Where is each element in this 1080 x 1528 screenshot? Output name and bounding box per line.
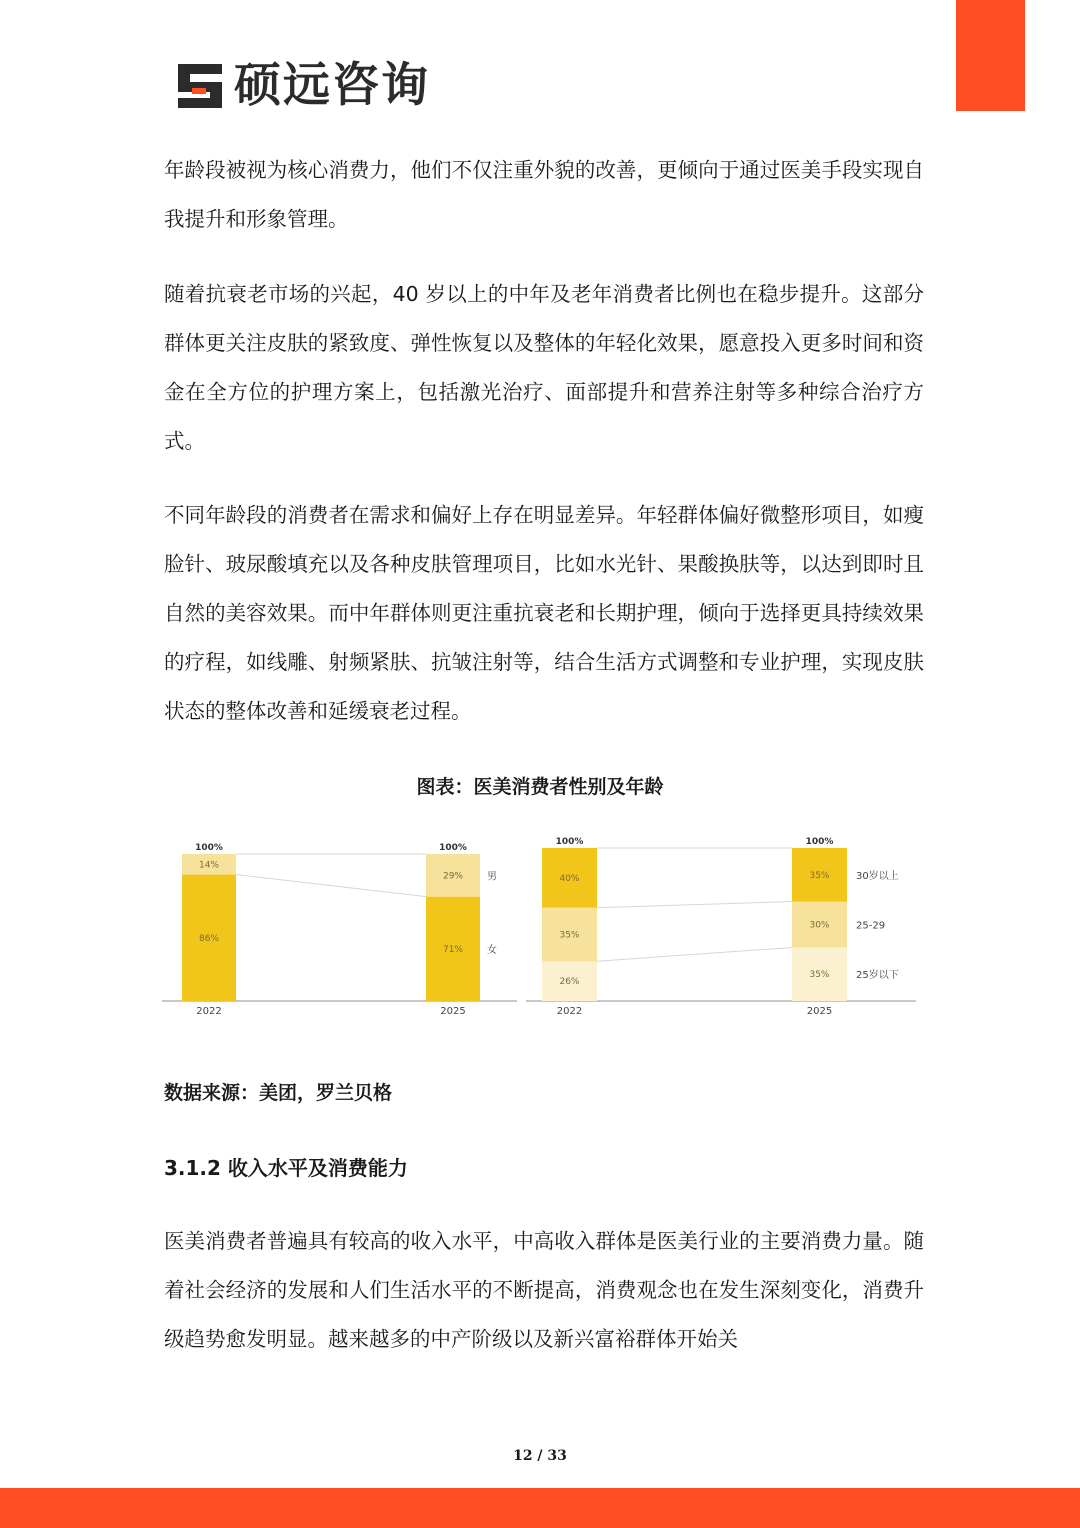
x-tick-label: 2025 xyxy=(806,1006,833,1017)
x-tick-label: 2022 xyxy=(556,1006,583,1017)
data-label: 35% xyxy=(809,870,830,881)
x-tick-label: 2025 xyxy=(440,1006,466,1017)
consulting-logo-icon xyxy=(174,60,226,112)
logo-text: 硕远咨询 xyxy=(234,58,430,113)
paragraph-4: 医美消费者普遍具有较高的收入水平，中高收入群体是医美行业的主要消费力量。随着社会经济的发展和人们生活水平的不断提高，消费观念也在发生深刻变化，消费升级趋势愈发明显。越来越多的中产阶级以及新兴富裕群体开始关 xyxy=(164,1229,924,1351)
data-label: 30% xyxy=(809,920,830,931)
chart-title: 图表：医美消费者性别及年龄 xyxy=(416,776,664,798)
paragraph-3: 不同年龄段的消费者在需求和偏好上存在明显差异。年轻群体偏好微整形项目，如瘦脸针、玻尿酸填充以及各种皮肤管理项目，比如水光针、果酸换肤等，以达到即时且自然的美容效果。而中年群体则更注重抗衰老和长期护理，倾向于选择更具持续效果的疗程，如线雕、射频紧肤、抗皱注射等，结合生活方式调整和专业护理，实现皮肤状态的整体改善和延缓衰老过程。 xyxy=(164,503,924,723)
data-label: 86% xyxy=(198,933,220,944)
connector-line xyxy=(597,947,792,961)
data-label: 40% xyxy=(559,873,580,884)
gender-age-stacked-chart xyxy=(160,828,920,1028)
data-label: 35% xyxy=(559,930,580,941)
x-tick-label: 2022 xyxy=(196,1006,222,1017)
total-label: 100% xyxy=(195,843,223,853)
legend-label: 女 xyxy=(487,944,497,956)
total-label: 100% xyxy=(555,837,584,847)
section-heading: 3.1.2 收入水平及消费能力 xyxy=(164,1156,408,1180)
data-label: 14% xyxy=(198,860,220,871)
paragraph-2: 随着抗衰老市场的兴起，40 岁以上的中年及老年消费者比例也在稳步提升。这部分群体更关注皮肤的紧致度、弹性恢复以及整体的年轻化效果，愿意投入更多时间和资金在全方位的护理方案上，包括激光治疗、面部提升和营养注射等多种综合治疗方式。 xyxy=(164,282,924,453)
legend-label: 男 xyxy=(487,871,497,883)
total-label: 100% xyxy=(439,843,467,853)
total-label: 100% xyxy=(805,837,834,847)
corner-accent-tab xyxy=(956,0,1025,111)
data-source: 数据来源：美团，罗兰贝格 xyxy=(164,1082,393,1104)
connector-line xyxy=(236,875,426,897)
legend-label: 25-29 xyxy=(856,920,886,932)
data-label: 29% xyxy=(442,871,464,882)
paragraph-1: 年龄段被视为核心消费力，他们不仅注重外貌的改善，更倾向于通过医美手段实现自我提升和形象管理。 xyxy=(164,158,924,231)
data-label: 26% xyxy=(559,977,580,988)
data-label: 71% xyxy=(442,944,464,955)
legend-label: 30岁以上 xyxy=(856,870,899,882)
data-label: 35% xyxy=(809,970,830,981)
legend-label: 25岁以下 xyxy=(856,970,899,982)
page-number: 12 / 33 xyxy=(513,1448,567,1464)
connector-line xyxy=(597,902,792,908)
footer-accent-band xyxy=(0,1488,1080,1528)
company-logo xyxy=(174,58,430,114)
